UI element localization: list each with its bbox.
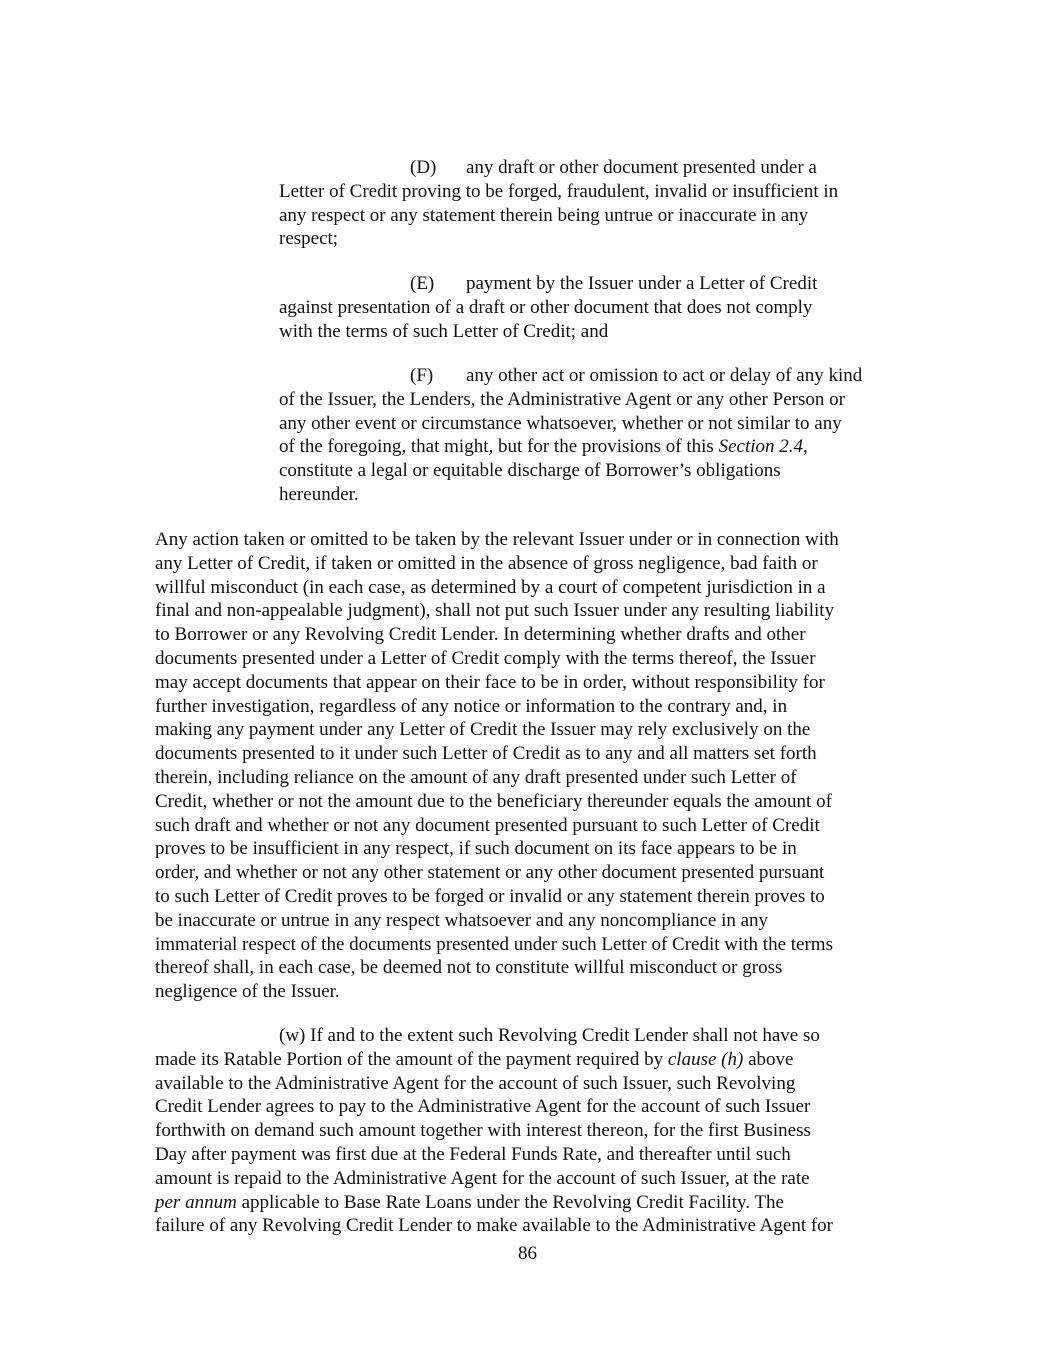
paragraph-line: final and non-appealable judgment), shall not put such Issuer under any resulting liability [155, 600, 835, 622]
clause-item-e [279, 272, 904, 343]
paragraph-line: to such Letter of Credit proves to be forged or invalid or any statement therein proves to [155, 885, 825, 907]
paragraph-text: made its Ratable Portion of the amount of the payment required by [155, 1048, 668, 1070]
paragraph-line: order, and whether or not any other statement or any other document presented pursuant [155, 862, 825, 884]
paragraph-lead-text: If and to the extent such Revolving Credit Lender shall not have so [310, 1025, 820, 1046]
item-line: of the Issuer, the Lenders, the Administrative Agent or any other Person or [279, 388, 845, 410]
paragraph-line: may accept documents that appear on their face to be in order, without responsibility for [155, 671, 825, 693]
clause-item-d [279, 156, 904, 251]
italic-term: per annum [155, 1191, 237, 1213]
paragraph-line: Credit, whether or not the amount due to the beneficiary thereunder equals the amount of [155, 790, 832, 812]
paragraph-w [155, 1024, 907, 1238]
item-line: constitute a legal or equitable discharge of Borrower’s obligations [279, 460, 781, 482]
paragraph-line: therein, including reliance on the amount of any draft presented under such Letter of [155, 766, 797, 788]
item-label: (E) [410, 273, 435, 294]
item-lead-text: any other act or omission to act or delay of any kind [466, 365, 863, 386]
paragraph-line: forthwith on demand such amount together with interest thereon, for the first Business [155, 1120, 811, 1142]
clause-item-f [279, 364, 904, 507]
paragraph-line-with-italic [155, 1191, 907, 1215]
paragraph-line: failure of any Revolving Credit Lender to make available to the Administrative Agent for [155, 1215, 833, 1237]
paragraph-line: documents presented to it under such Letter of Credit as to any and all matters set forth [155, 743, 817, 765]
paragraph-line: thereof shall, in each case, be deemed not to constitute willful misconduct or gross [155, 957, 783, 979]
paragraph-line: further investigation, regardless of any notice or information to the contrary and, in [155, 695, 788, 717]
item-line: against presentation of a draft or other document that does not comply [279, 296, 813, 318]
paragraph-line: Credit Lender agrees to pay to the Administrative Agent for the account of such Issuer [155, 1096, 811, 1118]
paragraph-line-with-reference [155, 1048, 907, 1072]
clause-reference: clause (h) [667, 1048, 744, 1070]
paragraph-line: available to the Administrative Agent for the account of such Issuer, such Revolving [155, 1072, 796, 1094]
item-line: hereunder. [279, 483, 359, 505]
paragraph-line: be inaccurate or untrue in any respect whatsoever and any noncompliance in any [155, 909, 769, 931]
paragraph-line: to Borrower or any Revolving Credit Lender. In determining whether drafts and other [155, 624, 806, 646]
item-first-line [279, 272, 904, 296]
paragraph-line: negligence of the Issuer. [155, 981, 340, 1003]
item-lead-text: payment by the Issuer under a Letter of Credit [466, 273, 818, 294]
paragraph-line: Day after payment was first due at the Federal Funds Rate, and thereafter until such [155, 1143, 791, 1165]
section-reference: Section 2.4 [718, 436, 804, 458]
paragraph-line: any Letter of Credit, if taken or omitted in the absence of gross negligence, bad faith or [155, 552, 818, 574]
paragraph-line: willful misconduct (in each case, as determined by a court of competent jurisdiction in a [155, 576, 826, 598]
item-first-line [279, 156, 904, 180]
paragraph-line: such draft and whether or not any document presented pursuant to such Letter of Credit [155, 814, 820, 836]
item-label: (F) [410, 365, 434, 386]
paragraph-line: immaterial respect of the documents presented under such Letter of Credit with the terms [155, 933, 833, 955]
main-paragraph [155, 528, 907, 1004]
paragraph-text: applicable to Base Rate Loans under the Revolving Credit Facility. The [236, 1191, 784, 1213]
item-line: Letter of Credit proving to be forged, fraudulent, invalid or insufficient in [279, 180, 839, 202]
item-line: with the terms of such Letter of Credit; and [279, 320, 609, 342]
item-first-line [279, 364, 904, 388]
item-line-with-reference [279, 435, 904, 459]
item-text: of the foregoing, that might, but for the provisions of this [279, 436, 719, 458]
item-line: respect; [279, 228, 339, 250]
item-lead-text: any draft or other document presented under a [466, 157, 817, 178]
item-line: any other event or circumstance whatsoever, whether or not similar to any [279, 412, 842, 434]
paragraph-line: amount is repaid to the Administrative Agent for the account of such Issuer, at the rate [155, 1167, 810, 1189]
item-text: , [803, 436, 808, 458]
paragraph-line: making any payment under any Letter of Credit the Issuer may rely exclusively on the [155, 719, 811, 741]
paragraph-text: above [743, 1048, 794, 1070]
page-number: 86 [518, 1243, 537, 1264]
paragraph-line: Any action taken or omitted to be taken by the relevant Issuer under or in connection with [155, 529, 839, 550]
paragraph-line: documents presented under a Letter of Credit comply with the terms thereof, the Issuer [155, 647, 816, 669]
item-line: any respect or any statement therein being untrue or inaccurate in any [279, 204, 809, 226]
paragraph-label: (w) [279, 1025, 306, 1046]
paragraph-first-line [155, 1024, 907, 1048]
paragraph-line: proves to be insufficient in any respect, if such document on its face appears to be in [155, 838, 797, 860]
item-label: (D) [410, 157, 437, 178]
